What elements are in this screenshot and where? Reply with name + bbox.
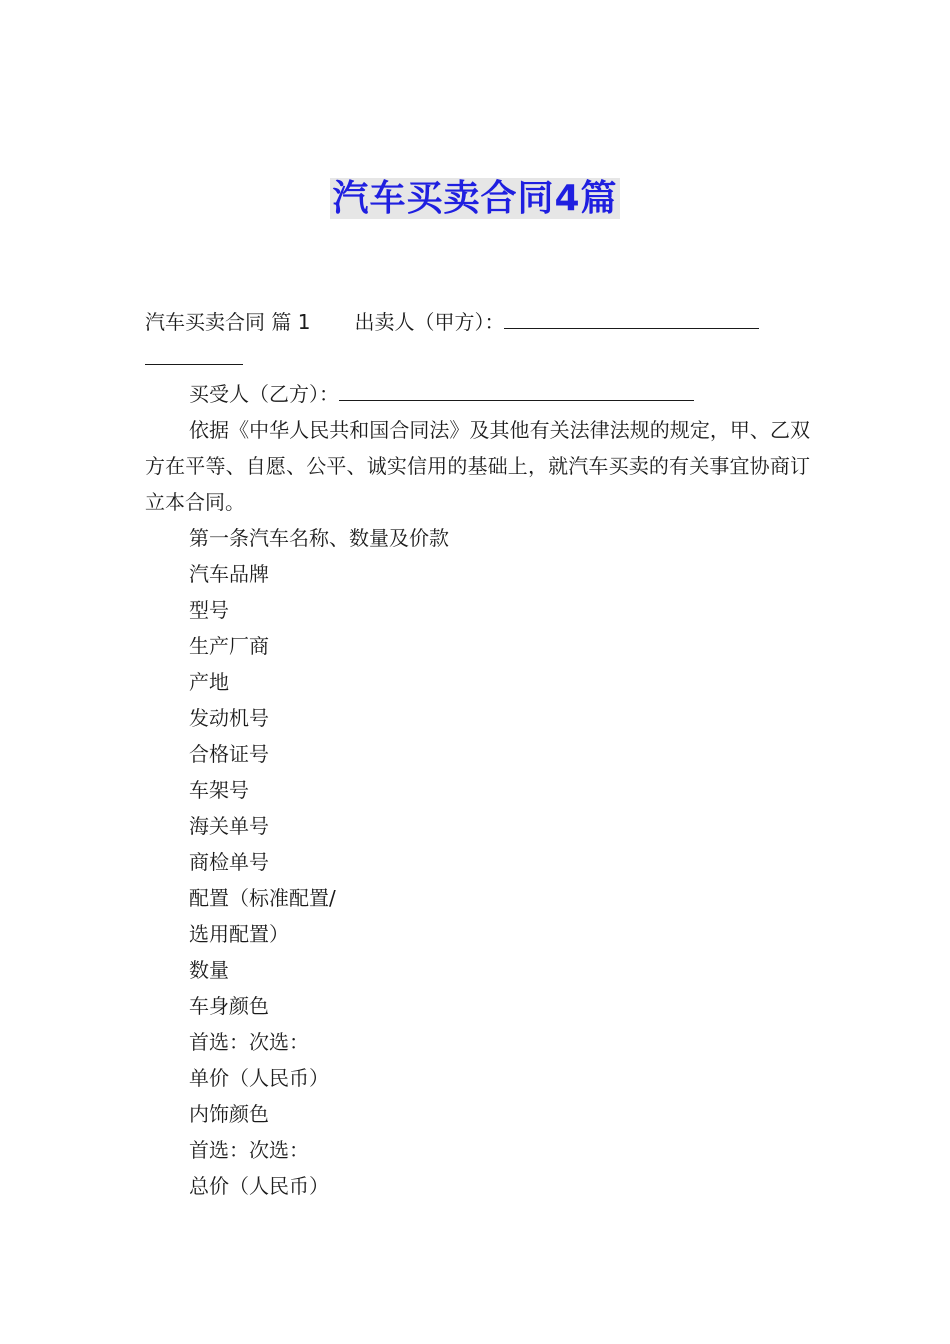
list-item: 车身颜色 xyxy=(189,994,269,1018)
list-item: 单价（人民币） xyxy=(189,1066,329,1090)
list-item: 产地 xyxy=(189,670,229,694)
list-item: 车架号 xyxy=(189,778,249,802)
list-item: 配置（标准配置/ xyxy=(189,886,336,910)
article-1-title: 第一条汽车名称、数量及价款 xyxy=(189,526,449,550)
list-item: 汽车品牌 xyxy=(189,562,269,586)
intro-paragraph: 依据《中华人民共和国合同法》及其他有关法律法规的规定，甲、乙双方在平等、自愿、公平、诚实信用的基础上，就汽车买卖的有关事宜协商订立本合同。 xyxy=(145,418,810,514)
list-item: 合格证号 xyxy=(189,742,269,766)
document-body xyxy=(145,304,810,1204)
list-item: 首选：次选： xyxy=(189,1138,309,1162)
seller-blank-continuation xyxy=(145,340,243,365)
heading-seller-line xyxy=(145,304,810,340)
list-item: 型号 xyxy=(189,598,229,622)
document-title xyxy=(0,174,950,224)
list-item: 首选：次选： xyxy=(189,1030,309,1054)
seller-blank-continuation-line xyxy=(145,340,810,376)
seller-label: 出卖人（甲方）： xyxy=(354,310,505,334)
list-item: 选用配置） xyxy=(189,922,289,946)
buyer-blank xyxy=(339,376,694,401)
seller-blank xyxy=(504,304,759,329)
list-item: 数量 xyxy=(189,958,229,982)
section-heading: 汽车买卖合同 篇 1 xyxy=(145,310,311,334)
list-item: 生产厂商 xyxy=(189,634,269,658)
list-item: 商检单号 xyxy=(189,850,269,874)
list-item: 总价（人民币） xyxy=(189,1174,329,1198)
list-item: 海关单号 xyxy=(189,814,269,838)
document-title-text: 汽车买卖合同4篇 xyxy=(332,178,618,219)
buyer-line xyxy=(145,376,810,412)
list-item: 内饰颜色 xyxy=(189,1102,269,1126)
buyer-label: 买受人（乙方）： xyxy=(189,382,339,406)
list-item: 发动机号 xyxy=(189,706,269,730)
